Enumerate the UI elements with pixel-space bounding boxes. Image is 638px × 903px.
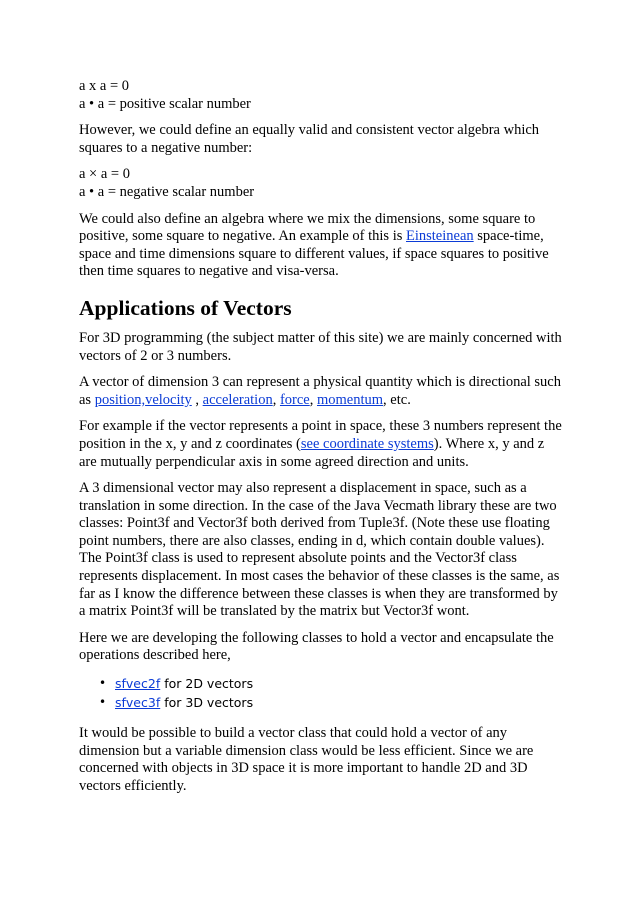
- text-line: The Point3f class is used to represent absolute points and the Vector3f class: [79, 550, 517, 567]
- text-line: [79, 392, 569, 410]
- text-line: For 3D programming (the subject matter of this site) we are mainly concerned with: [79, 329, 562, 346]
- text-line: Here we are developing the following classes to hold a vector and encapsulate the: [79, 629, 554, 646]
- text-fragment: ). Where x, y and z: [433, 435, 545, 452]
- text-fragment: as: [79, 391, 95, 408]
- text-line: vectors efficiently.: [79, 777, 187, 794]
- text-line: It would be possible to build a vector class that could hold a vector of any: [79, 725, 508, 742]
- text-line: A vector of dimension 3 can represent a physical quantity which is directional such: [79, 374, 561, 391]
- text-line: dimension but a variable dimension class would be less efficient. Since we are: [79, 742, 534, 759]
- equation-line: a • a = negative scalar number: [79, 183, 255, 200]
- position-link[interactable]: position,: [94, 391, 146, 408]
- paragraph-physical-quantities: [79, 374, 569, 409]
- text-line: For example if the vector represents a point in space, these 3 numbers represent the: [79, 418, 562, 435]
- text-line: are mutually perpendicular axis in some agreed direction and units.: [79, 453, 469, 470]
- list-item-text: for 3D vectors: [160, 695, 254, 711]
- text-line: vectors of 2 or 3 numbers.: [79, 347, 232, 364]
- paragraph-however: [79, 122, 569, 157]
- section-heading: Applications of Vectors: [79, 295, 292, 320]
- vector-class-list: [79, 674, 569, 712]
- text-line: far as I know the difference between these classes is when they are transformed by: [79, 585, 558, 602]
- text-fragment: ,: [191, 391, 203, 408]
- text-line: We could also define an algebra where we mix the dimensions, some square to: [79, 210, 536, 227]
- force-link[interactable]: force: [279, 391, 310, 408]
- paragraph-point-example: [79, 418, 569, 471]
- velocity-link[interactable]: velocity: [145, 391, 192, 408]
- text-fragment: ,: [309, 391, 317, 408]
- sfvec2f-link[interactable]: sfvec2f: [115, 676, 161, 692]
- text-line: a matrix Point3f will be translated by the matrix but Vector3f wont.: [79, 603, 470, 620]
- text-fragment: positive, some square to negative. An example of this is: [79, 228, 406, 245]
- paragraph-3d-programming: [79, 330, 569, 365]
- paragraph-classes: [79, 630, 569, 665]
- bullet-icon: •: [99, 695, 107, 710]
- text-line: However, we could define an equally valid and consistent vector algebra which: [79, 122, 540, 139]
- paragraph-mixed-dimensions: [79, 211, 569, 281]
- document-page: [79, 78, 569, 804]
- list-item: [99, 674, 569, 693]
- equation-negative-block: [79, 166, 569, 201]
- acceleration-link[interactable]: acceleration: [202, 391, 273, 408]
- text-line: point numbers, there are also classes, ending in d, which contain double values).: [79, 532, 545, 549]
- text-fragment: , etc.: [383, 391, 411, 408]
- list-item-text: for 2D vectors: [160, 676, 254, 692]
- text-fragment: ,: [272, 391, 280, 408]
- equation-line: a x a = 0: [79, 78, 130, 94]
- text-line: classes: Point3f and Vector3f both derived from Tuple3f. (Note these use floating: [79, 515, 550, 532]
- paragraph-build-vector-class: [79, 725, 569, 795]
- text-line: concerned with objects in 3D space it is more important to handle 2D and 3D: [79, 760, 528, 777]
- einsteinean-link[interactable]: Einsteinean: [406, 228, 474, 245]
- text-line: represents displacement. In most cases the behavior of these classes is the same, as: [79, 568, 560, 585]
- bullet-icon: •: [99, 676, 107, 691]
- text-line: [79, 436, 569, 454]
- equation-line: a × a = 0: [79, 166, 130, 183]
- coordinate-systems-link[interactable]: see coordinate systems: [300, 435, 434, 452]
- text-line: [79, 228, 569, 246]
- text-fragment: position in the x, y and z coordinates (: [79, 435, 301, 452]
- list-item: [99, 693, 569, 712]
- text-line: space and time dimensions square to different values, if space squares to positive: [79, 245, 549, 262]
- text-fragment: space-time,: [473, 228, 544, 245]
- text-line: translation in some direction. In the case of the Java Vecmath library these are two: [79, 497, 557, 514]
- text-line: then time squares to negative and visa-versa.: [79, 263, 339, 280]
- text-line: A 3 dimensional vector may also represent a displacement in space, such as a: [79, 480, 527, 497]
- equation-positive-block: [79, 78, 569, 113]
- paragraph-displacement: [79, 480, 569, 621]
- equation-line: a • a = positive scalar number: [79, 95, 251, 112]
- text-line: squares to a negative number:: [79, 139, 253, 156]
- text-line: operations described here,: [79, 647, 231, 664]
- momentum-link[interactable]: momentum: [316, 391, 384, 408]
- sfvec3f-link[interactable]: sfvec3f: [115, 695, 161, 711]
